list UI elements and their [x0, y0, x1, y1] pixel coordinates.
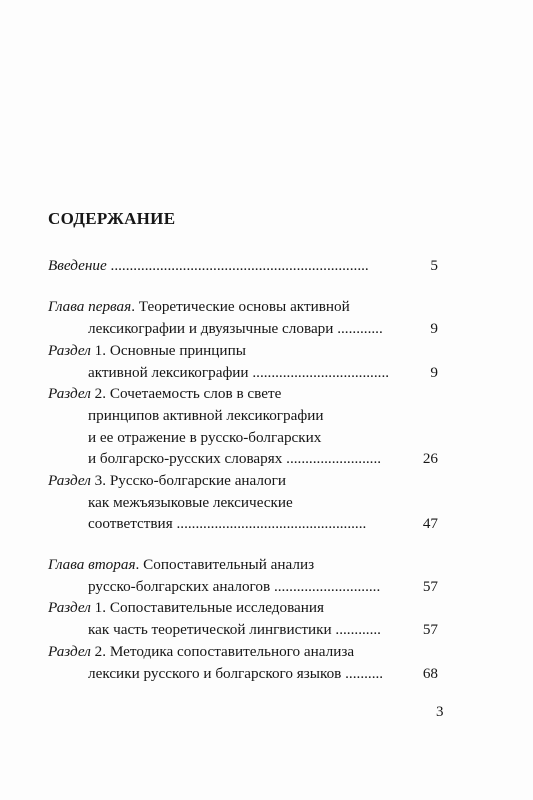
toc-section-title: 1. Сопоставительные исследования [90, 599, 325, 616]
toc-chapter-title: . Теоретические основы активной [131, 298, 350, 315]
toc-section-2-2 [48, 642, 354, 661]
toc-section-1-2-continued: и болгарско-русских словарях ......................... [88, 450, 382, 467]
toc-chapter-2-continued: русско-болгарских аналогов ............................ [88, 578, 381, 595]
toc-chapter-label: Глава первая [48, 298, 132, 315]
toc-page-number: 57 [422, 578, 438, 595]
toc-section-1-1-continued: активной лексикографии .................................... [88, 364, 390, 381]
toc-page-number: 26 [422, 450, 438, 467]
toc-page-number: 57 [422, 621, 438, 638]
toc-section-2-1 [48, 598, 324, 617]
toc-chapter-1-continued: лексикографии и двуязычные словари ............ [88, 320, 383, 337]
toc-section-label: Раздел [48, 643, 91, 660]
toc-section-1-3-continued: соответствия .................................................. [88, 515, 367, 532]
toc-section-title: 3. Русско-болгарские аналоги [90, 472, 286, 489]
toc-section-2-1-continued: как часть теоретической лингвистики ............ [88, 621, 381, 638]
toc-chapter-1 [48, 297, 350, 316]
toc-page-number: 68 [422, 665, 438, 682]
toc-section-1-2-continued: и ее отражение в русско-болгарских [88, 429, 322, 446]
contents-heading: СОДЕРЖАНИЕ [48, 209, 176, 228]
toc-leader: .................................................................... [106, 257, 369, 274]
toc-section-1-3 [48, 471, 286, 490]
page-folio: 3 [436, 704, 444, 720]
toc-section-1-2-continued: принципов активной лексикографии [88, 407, 324, 424]
toc-section-1-2 [48, 384, 281, 403]
toc-entry-label: Введение [48, 257, 107, 274]
toc-section-label: Раздел [48, 342, 91, 359]
toc-section-label: Раздел [48, 385, 91, 402]
toc-chapter-2 [48, 555, 314, 574]
toc-section-1-3-continued: как межъязыковые лексические [88, 494, 293, 511]
toc-section-title: 1. Основные принципы [90, 342, 246, 359]
toc-section-1-1 [48, 341, 246, 360]
toc-section-title: 2. Сочетаемость слов в свете [90, 385, 282, 402]
toc-section-label: Раздел [48, 472, 91, 489]
toc-entry-intro [48, 256, 369, 275]
toc-section-title: 2. Методика сопоставительного анализа [90, 643, 355, 660]
toc-page-number: 9 [430, 320, 438, 337]
toc-section-2-2-continued: лексики русского и болгарского языков .......... [88, 665, 384, 682]
toc-chapter-title: . Сопоставительный анализ [135, 556, 315, 573]
toc-section-label: Раздел [48, 599, 91, 616]
toc-page-number: 47 [422, 515, 438, 532]
toc-page-number: 9 [430, 364, 438, 381]
toc-chapter-label: Глава вторая [48, 556, 136, 573]
toc-page-number: 5 [430, 257, 438, 274]
